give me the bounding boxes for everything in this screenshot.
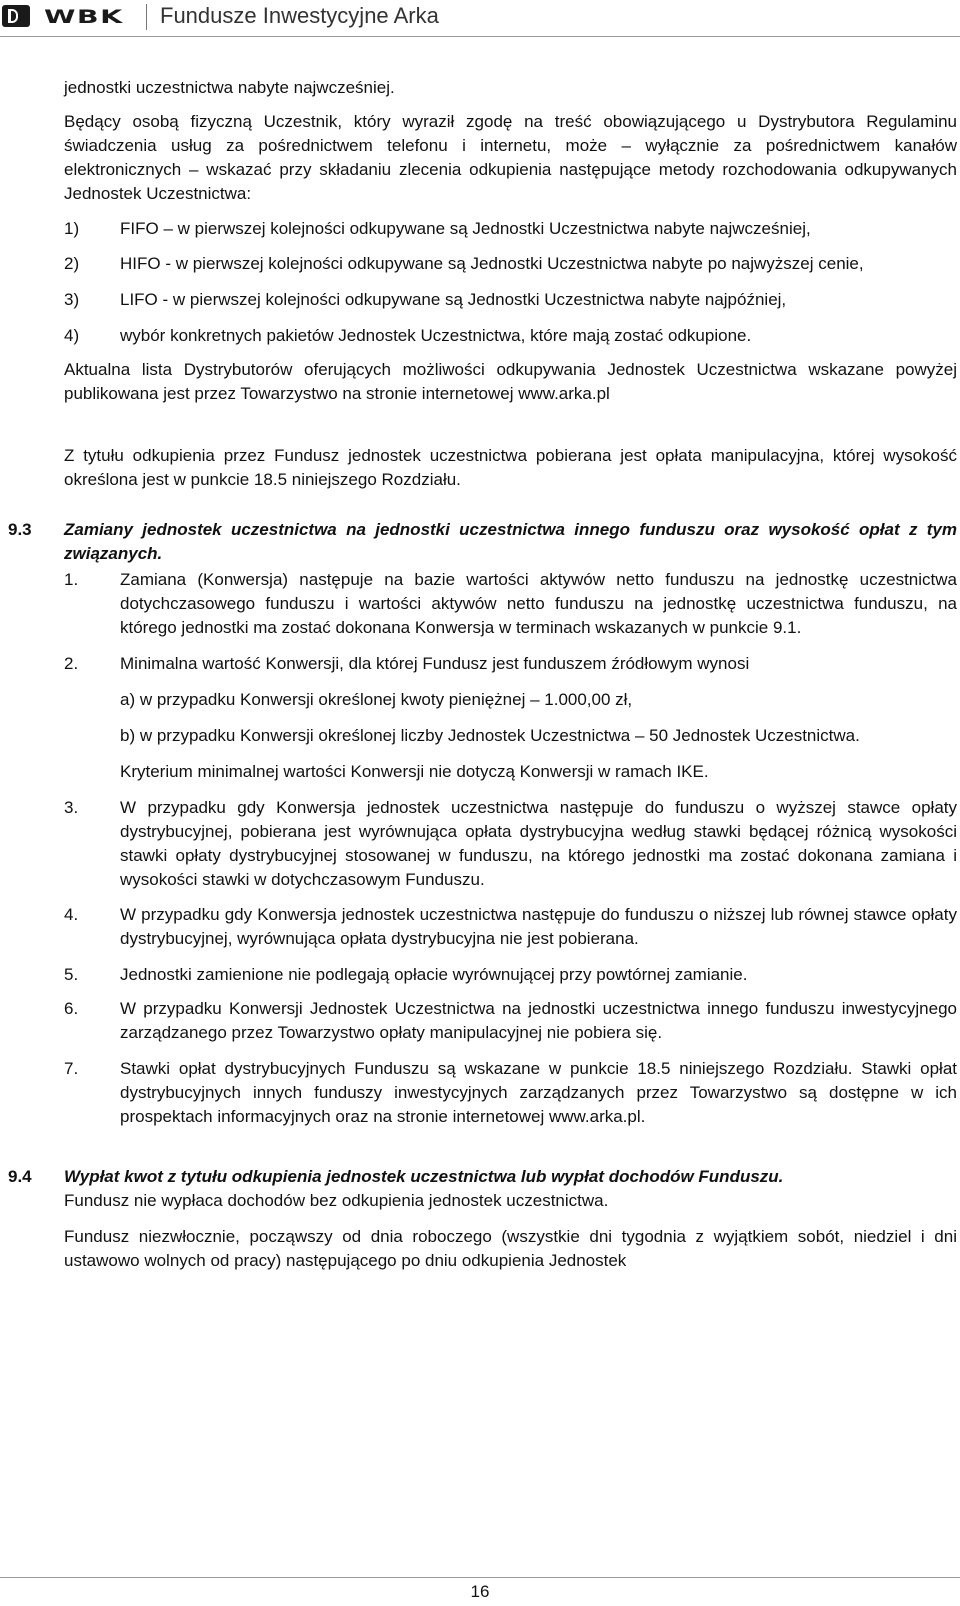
header-title: Fundusze Inwestycyjne Arka [160, 3, 439, 28]
paragraph-fee: Z tytułu odkupienia przez Fundusz jednostek uczestnictwa pobierana jest opłata manipulacyjna, której wysokość określona jest w punkcie 18.5 niniejszego Rozdziału. [64, 446, 957, 489]
list-text: Minimalna wartość Konwersji, dla której Fundusz jest funduszem źródłowym wynosi [120, 654, 750, 673]
section-title: Wypłat kwot z tytułu odkupienia jednostek uczestnictwa lub wypłat dochodów Funduszu. [64, 1167, 784, 1186]
list-item [64, 903, 957, 951]
list-number: 5. [64, 965, 79, 984]
section-number: 9.4 [8, 1167, 32, 1186]
section-title: Zamiany jednostek uczestnictwa na jednostki uczestnictwa innego funduszu oraz wysokość opłat z tym związanych. [64, 520, 957, 563]
paragraph-continued: jednostki uczestnictwa nabyte najwcześniej. [64, 78, 395, 97]
list-text: W przypadku gdy Konwersja jednostek uczestnictwa następuje do funduszu o niższej lub równej stawce opłaty dystrybucyjnej, wyrównująca opłata dystrybucyjna nie jest pobierana. [120, 905, 957, 948]
section-heading-9-4 [8, 1165, 957, 1189]
footer-rule [0, 1577, 960, 1578]
list-item [64, 568, 957, 640]
list-text: HIFO - w pierwszej kolejności odkupywane są Jednostki Uczestnictwa nabyte po najwyższej cenie, [120, 254, 864, 273]
list-number: 1. [64, 570, 79, 589]
list-text: W przypadku Konwersji Jednostek Uczestnictwa na jednostki uczestnictwa innego funduszu inwestycyjnego zarządzanego przez Towarzystwo opłaty manipulacyjnej nie pobiera się. [120, 999, 957, 1042]
list-text: LIFO - w pierwszej kolejności odkupywane są Jednostki Uczestnictwa nabyte najpóźniej, [120, 290, 787, 309]
list-text-block [120, 652, 957, 784]
paragraph-distributors: Aktualna lista Dystrybutorów oferujących możliwości odkupywania Jednostek Uczestnictwa wskazane powyżej publikowana jest przez Towarzystwo na stronie internetowej www.arka.pl [64, 360, 957, 403]
list-number: 1) [64, 219, 80, 238]
list-number: 3. [64, 798, 79, 817]
list-number: 6. [64, 999, 79, 1018]
list-text: Stawki opłat dystrybucyjnych Funduszu są wskazane w punkcie 18.5 niniejszego Rozdziału. Stawki opłat dystrybucyjnych innych funduszy inwestycyjnych zarządzanych przez Towarzystwo są dostępne w ich prospektach informacyjnych oraz na stronie internetowej www.arka.pl. [120, 1059, 957, 1126]
section-heading-9-3 [8, 518, 957, 566]
header-rule [0, 36, 960, 37]
list-item [64, 217, 957, 241]
list-text: W przypadku gdy Konwersja jednostek uczestnictwa następuje do funduszu o wyższej stawce opłaty dystrybucyjnej, pobierana jest wyrównująca opłata dystrybucyjna według stawki będącej różnicą wysokości stawki opłaty dystrybucyjnej stosowanej w funduszu, na którego jednostki ma zostać dokonana zamiana i wysokości stawki w dotychczasowym Funduszu. [120, 798, 957, 889]
list-text: Jednostki zamienione nie podlegają opłacie wyrównującej przy powtórnej zamianie. [120, 965, 748, 984]
list-number: 4. [64, 905, 79, 924]
list-item [64, 324, 957, 348]
list-item [64, 652, 957, 784]
paragraph-consent: Będący osobą fizyczną Uczestnik, który wyraził zgodę na treść obowiązującego u Dystrybutora Regulaminu świadczenia usług za pośrednictwem telefonu i internetu, może – wyłącznie za pośrednictwem kanałów elektronicznych – wskazać przy składaniu zlecenia odkupienia następujące metody rozchodowania odkupywanych Jednostek Uczestnictwa: [64, 112, 957, 203]
bank-logo-icon [2, 5, 30, 27]
list-item [64, 252, 957, 276]
paragraph-no-dividends: Fundusz nie wypłaca dochodów bez odkupienia jednostek uczestnictwa. [64, 1191, 609, 1210]
sub-item-b: b) w przypadku Konwersji określonej liczby Jednostek Uczestnictwa – 50 Jednostek Uczestnictwa. [120, 726, 860, 745]
brand-wordmark: WBK [44, 6, 124, 28]
page-number: 16 [470, 1582, 490, 1601]
list-number: 7. [64, 1059, 79, 1078]
section-number: 9.3 [8, 520, 32, 539]
criterion-note: Kryterium minimalnej wartości Konwersji nie dotyczą Konwersji w ramach IKE. [120, 762, 709, 781]
list-number: 2) [64, 254, 80, 273]
document-body [8, 76, 957, 1273]
paragraph-payout: Fundusz niezwłocznie, począwszy od dnia roboczego (wszystkie dni tygodnia z wyjątkiem sobót, niedziel i dni ustawowo wolnych od pracy) następującego po dniu odkupienia Jednostek [64, 1227, 957, 1270]
list-number: 3) [64, 290, 80, 309]
sub-item-a: a) w przypadku Konwersji określonej kwoty pieniężnej – 1.000,00 zł, [120, 690, 633, 709]
page-header [0, 0, 960, 34]
list-number: 4) [64, 326, 80, 345]
list-item [64, 288, 957, 312]
list-text: wybór konkretnych pakietów Jednostek Uczestnictwa, które mają zostać odkupione. [120, 326, 752, 345]
header-divider [146, 4, 147, 30]
list-text: Zamiana (Konwersja) następuje na bazie wartości aktywów netto funduszu na jednostkę uczestnictwa dotychczasowego funduszu i wartości aktywów netto funduszu na jednostkę uczestnictwa funduszu, na którego jednostki ma zostać dokonana Konwersja w terminach wskazanych w punkcie 9.1. [120, 570, 957, 637]
list-item [64, 1057, 957, 1129]
list-number: 2. [64, 654, 79, 673]
list-item [64, 963, 957, 987]
list-item [64, 796, 957, 892]
list-item [64, 997, 957, 1045]
list-text: FIFO – w pierwszej kolejności odkupywane są Jednostki Uczestnictwa nabyte najwcześniej, [120, 219, 811, 238]
